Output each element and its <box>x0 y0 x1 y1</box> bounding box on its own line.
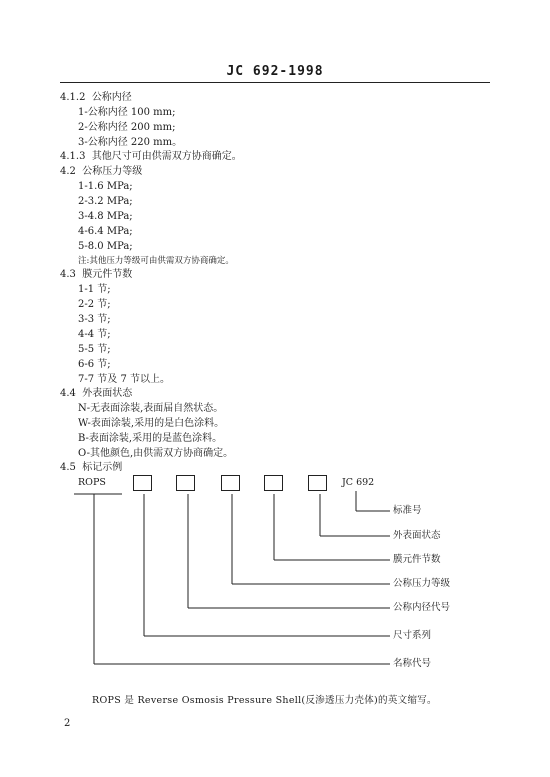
list-item: B-表面涂装,采用的是蓝色涂料。 <box>78 433 223 444</box>
list-item: O-其他颜色,由供需双方协商确定。 <box>78 448 234 459</box>
list-item: 6-6 节; <box>78 359 111 370</box>
diagram-label-element-count: 膜元件节数 <box>393 554 441 565</box>
section-title: 膜元件节数 <box>82 269 133 280</box>
list-item: N-无表面涂装,表面届自然状态。 <box>78 403 224 414</box>
section-title: 公称压力等级 <box>82 166 143 177</box>
section-title: 外表面状态 <box>82 388 133 399</box>
diagram-label-inner-diameter-code: 公称内径代号 <box>393 602 451 613</box>
diagram-prefix: ROPS <box>78 477 106 488</box>
list-item: 5-5 节; <box>78 344 111 355</box>
section-number: 4.1.2 <box>60 92 86 103</box>
list-item: 3-公称内径 220 mm。 <box>78 137 183 148</box>
list-item: 1-公称内径 100 mm; <box>78 107 176 118</box>
section-text: 其他尺寸可由供需双方协商确定。 <box>91 151 242 162</box>
diagram-standard-code: JC 692 <box>342 477 375 488</box>
list-item: W-表面涂装,采用的是白色涂料。 <box>78 418 225 429</box>
list-item: 2-3.2 MPa; <box>78 196 133 207</box>
list-item: 7-7 节及 7 节以上。 <box>78 374 171 385</box>
section-note: 注:其他压力等级可由供需双方协商确定。 <box>78 256 234 266</box>
page-header: JC 692-1998 <box>226 64 324 79</box>
diagram-label-standard-number: 标准号 <box>393 505 422 516</box>
section-title: 标记示例 <box>82 462 123 473</box>
list-item: 3-4.8 MPa; <box>78 211 133 222</box>
list-item: 2-公称内径 200 mm; <box>78 122 176 133</box>
section-number: 4.5 <box>60 462 76 473</box>
section-number: 4.2 <box>60 166 76 177</box>
footnote: ROPS 是 Reverse Osmosis Pressure Shell(反渗透压力壳体)的英文缩写。 <box>92 695 437 706</box>
diagram-label-name-code: 名称代号 <box>393 658 432 669</box>
list-item: 3-3 节; <box>78 314 111 325</box>
list-item: 1-1 节; <box>78 284 111 295</box>
diagram-label-pressure-grade: 公称压力等级 <box>393 578 451 589</box>
diagram-label-size-series: 尺寸系列 <box>393 630 432 641</box>
list-item: 4-6.4 MPa; <box>78 226 133 237</box>
page-number: 2 <box>64 718 71 729</box>
list-item: 2-2 节; <box>78 299 111 310</box>
section-title: 公称内径 <box>91 92 132 103</box>
list-item: 1-1.6 MPa; <box>78 181 133 192</box>
diagram-label-surface-state: 外表面状态 <box>393 530 441 541</box>
list-item: 4-4 节; <box>78 329 111 340</box>
section-number: 4.3 <box>60 269 76 280</box>
list-item: 5-8.0 MPa; <box>78 241 133 252</box>
section-number: 4.4 <box>60 388 76 399</box>
section-number: 4.1.3 <box>60 151 86 162</box>
